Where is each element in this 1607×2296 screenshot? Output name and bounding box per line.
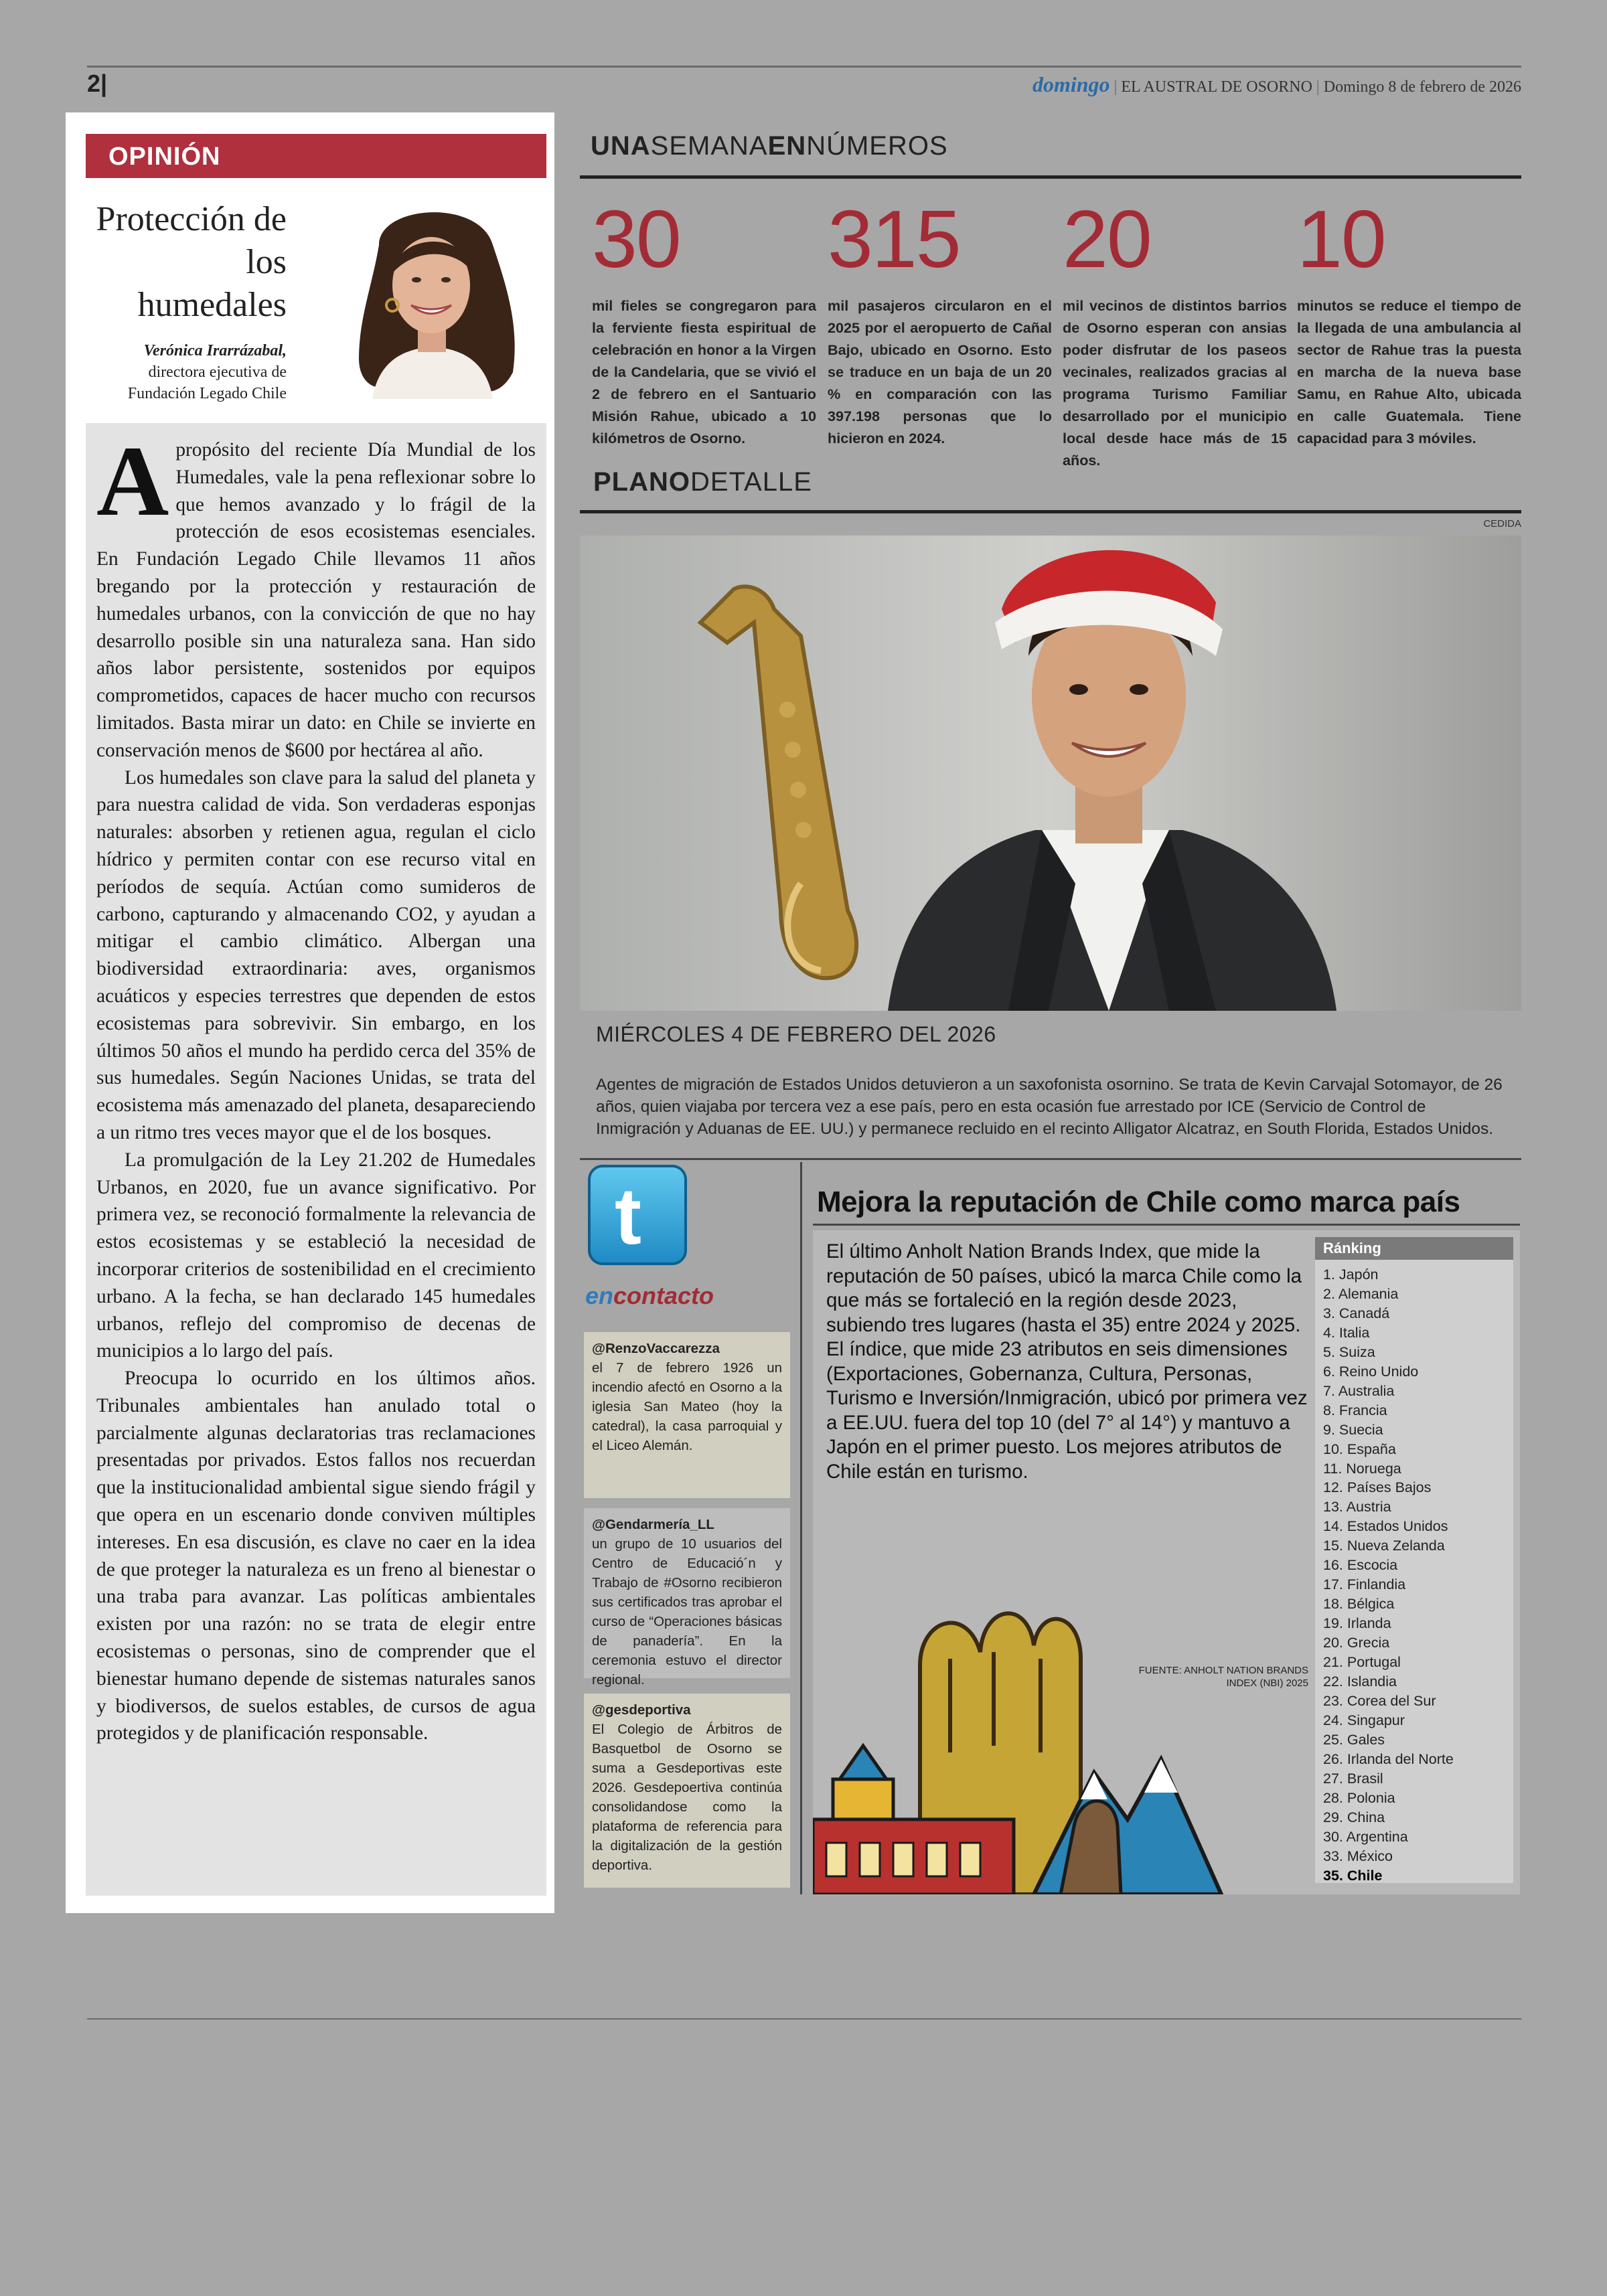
number-value: 315 xyxy=(828,193,960,284)
source-note: FUENTE: ANHOLT NATION BRANDS INDEX (NBI) 2025 xyxy=(1138,1665,1308,1689)
ranking-item: 23. Corea del Sur xyxy=(1323,1692,1436,1709)
ranking-item: 30. Argentina xyxy=(1323,1828,1408,1845)
opinion-author xyxy=(92,340,287,404)
photo-caption: Agentes de migración de Estados Unidos detuvieron a un saxofonista osornino. Se trata de Kevin Carvajal Sotomayor, de 26 años, quien viajaba por tercera vez a ese país, pero en esta ocasión fue arrestado por ICE (Servicio de Control de Inmigración y Aduanas de EE. UU.) y permanece recluido en el recinto Alligator Alcatraz, en South Florida, Estados Unidos. xyxy=(596,1076,1503,1138)
marca-pais-panel xyxy=(813,1230,1520,1894)
saxophonist-photo xyxy=(580,536,1521,1011)
ranking-item: 26. Irlanda del Norte xyxy=(1323,1750,1454,1767)
opinion-paragraph: La promulgación de la Ley 21.202 de Humedales Urbanos, en 2020, fue un avance significativo. Por primera vez, se reconoció formalmente la relevancia de estos ecosistemas y se estableció la necesidad de incorporar criterios de sostenibilidad en el crecimiento urbano. A la fecha, se han declarado 145 humedales urbanos, reflejo del compromiso de decenas de municipios a lo largo del país. xyxy=(96,1149,536,1362)
author-portrait xyxy=(332,198,532,399)
number-value: 30 xyxy=(592,193,680,284)
ranking-item: 7. Australia xyxy=(1323,1382,1395,1399)
number-item xyxy=(1297,193,1521,449)
ranking-item: 1. Japón xyxy=(1323,1266,1379,1283)
plano-section-title: PLANODETALLE xyxy=(593,467,812,497)
masthead-brand: domingo xyxy=(1032,72,1110,96)
tweet-card xyxy=(584,1508,790,1688)
dropcap: A xyxy=(96,426,169,537)
ranking-item: 20. Grecia xyxy=(1323,1635,1390,1651)
ranking-item-chile: 35. Chile xyxy=(1323,1867,1383,1884)
ranking-item: 19. Irlanda xyxy=(1323,1615,1391,1632)
ranking-item: 33. México xyxy=(1323,1848,1393,1864)
ranking-item: 17. Finlandia xyxy=(1323,1576,1406,1593)
tweet-handle: @gesdeportiva xyxy=(592,1702,691,1718)
ranking-item: 3. Canadá xyxy=(1323,1305,1390,1321)
ranking-item: 8. Francia xyxy=(1323,1402,1387,1418)
bottom-rule xyxy=(87,2018,1521,2020)
tweet-text: El Colegio de Árbitros de Basquetbol de Osorno se suma a Gesdeportivas este 2026. Gesdepoertiva continúa consolidandose como la plataforma de referencia para la digitalización de la gestión deportiva. xyxy=(592,1722,782,1873)
number-desc: mil vecinos de distintos barrios de Osorno esperan con ansias poder disfrutar de los paseos vecinales, realizados gracias al programa Turismo Familiar desarrollado por el municipio local desde hace más de 15 años. xyxy=(1063,297,1287,469)
ranking-item: 9. Suecia xyxy=(1323,1421,1383,1438)
tweet-handle: @Gendarmería_LL xyxy=(592,1517,714,1532)
opinion-paragraph: Preocupa lo ocurrido en los últimos años. Tribunales ambientales han anulado total o parcialmente algunas declaratorias tras reclamaciones presentadas por privados. Estos fallos nos recuerdan que la institucionalidad ambiental sigue siendo frágil y que opera en un escenario donde conviven múltiples intereses. En esa discusión, es clave no caer en la idea de que proteger la naturaleza es un freno al bienestar o una traba para avanzar. Las políticas ambientales existen por una razón: no se trata de elegir entre ecosistemas o personas, sino de comprender que el bienestar humano depende de sistemas naturales sanos y biodiversos, de suelos estables, de cursos de agua protegidos y de planificación responsable. xyxy=(96,1368,536,1744)
ranking-item: 22. Islandia xyxy=(1323,1673,1397,1690)
ranking-item: 13. Austria xyxy=(1323,1499,1391,1515)
author-role: directora ejecutiva de xyxy=(148,363,287,381)
ranking-item: 27. Brasil xyxy=(1323,1770,1383,1787)
ranking-item: 29. China xyxy=(1323,1809,1385,1825)
number-item xyxy=(1063,193,1287,471)
masthead-paper: EL AUSTRAL DE OSORNO xyxy=(1121,78,1312,96)
ranking-item: 2. Alemania xyxy=(1323,1285,1399,1302)
number-item xyxy=(592,193,816,449)
page-number: 2| xyxy=(87,70,108,97)
ranking-item: 18. Bélgica xyxy=(1323,1596,1395,1613)
ranking-item: 21. Portugal xyxy=(1323,1654,1401,1671)
opinion-paragraph: Los humedales son clave para la salud del planeta y para nuestra calidad de vida. Son verdaderas esponjas naturales: absorben y retienen agua, regulan el ciclo hídrico y permiten contar con ese recurso vital en períodos de sequía. Actúan como sumideros de carbono, capturando y almacenando CO2, y ayudan a mitigar el cambio climático. Albergan una biodiversidad extraordinaria: aves, organismos acuáticos y especies terrestres que dependen de estos ecosistemas para sobrevivir. Sin embargo, en los últimos 50 años el mundo ha perdido cerca del 35% de sus humedales. Según Naciones Unidas, se trata del ecosistema más amenazado del planeta, desapareciendo a un ritmo tres veces mayor que el de los bosques. xyxy=(96,766,536,1143)
ranking-item: 28. Polonia xyxy=(1323,1789,1395,1806)
number-value: 20 xyxy=(1063,193,1151,284)
opinion-paragraph: Apropósito del reciente Día Mundial de los Humedales, vale la pena reflexionar sobre lo que hemos avanzado y lo frágil de la protección de esos ecosistemas esenciales. En Fundación Legado Chile llevamos 11 años bregando por la protección y restauración de humedales urbanos, con la convicción de que no hay desarrollo posible sin una naturaleza sana. Han sido años labor persistente, sostenidos por equipos comprometidos, capaces de hacer mucho con recursos limitados. Basta mirar un dato: en Chile se invierte en conservación menos de $600 por hectárea al año. xyxy=(96,426,536,761)
header-rule xyxy=(87,66,1521,68)
ranking-title: Ránking xyxy=(1315,1237,1513,1260)
ranking-item: 11. Noruega xyxy=(1323,1460,1401,1477)
tweet-text: un grupo de 10 usuarios del Centro de Educació´n y Trabajo de #Osorno recibieron sus certificados tras aprobar el curso de “Operaciones básicas de panadería”. En la ceremonia estuvo el director regional. xyxy=(592,1536,782,1688)
masthead-date: Domingo 8 de febrero de 2026 xyxy=(1323,78,1521,96)
author-name: Verónica Irarrázabal, xyxy=(143,342,287,359)
ranking-item: 10. España xyxy=(1323,1441,1396,1457)
opinion-banner: OPINIÓN xyxy=(86,134,546,178)
ranking-item: 14. Estados Unidos xyxy=(1323,1518,1448,1535)
numbers-rule xyxy=(580,175,1521,179)
number-desc: minutos se reduce el tiempo de la llegada de una ambulancia al sector de Rahue tras la puesta en marcha de la nueva base Samu, en Rahue Alto, ubicada en calle Guatemala. Tiene capacidad para 3 móviles. xyxy=(1297,297,1521,446)
plano-rule xyxy=(580,510,1521,513)
ranking-box xyxy=(1315,1237,1513,1883)
chile-landmarks-illustration xyxy=(813,1578,1308,1894)
author-org: Fundación Legado Chile xyxy=(127,385,287,402)
ranking-item: 6. Reino Unido xyxy=(1323,1363,1419,1380)
ranking-item: 5. Suiza xyxy=(1323,1343,1375,1360)
ranking-item: 16. Escocia xyxy=(1323,1557,1398,1574)
numbers-section-title: UNASEMANAENNÚMEROS xyxy=(591,131,948,161)
photo-credit: CEDIDA xyxy=(1483,518,1521,529)
contact-tag: encontacto xyxy=(585,1282,714,1309)
ranking-item: 25. Gales xyxy=(1323,1731,1385,1748)
tweet-card xyxy=(584,1332,790,1498)
masthead: domingo | EL AUSTRAL DE OSORNO | Domingo 8 de febrero de 2026 xyxy=(1032,72,1521,96)
ranking-item: 4. Italia xyxy=(1323,1324,1370,1341)
marca-pais-body: El último Anholt Nation Brands Index, que mide la reputación de 50 países, ubicó la marca Chile como la que más se fortaleció en la región desde 2023, subiendo tres lugares (hasta el 35) entre 2024 y 2025. El índice, que mide 23 atributos en seis dimensiones (Exportaciones, Gobernanza, Cultura, Personas, Turismo e Inversión/Inmigración, ubicó por primera vez a EE.UU. fuera del top 10 (del 7° al 14°) y mantuvo a Japón en el primer puesto. Los mejores atributos de Chile están en turismo. xyxy=(826,1240,1308,1483)
number-item xyxy=(828,193,1052,449)
number-desc: mil fieles se congregaron para la ferviente fiesta espiritual de celebración en honor a la Virgen de la Candelaria, que se vivió el 2 de febrero en el Santuario Misión Rahue, ubicado a 10 kilómetros de Osorno. xyxy=(592,297,816,446)
twitter-icon: t xyxy=(588,1165,687,1265)
section-rule xyxy=(580,1158,1521,1160)
number-desc: mil pasajeros circularon en el 2025 por el aeropuerto de Cañal Bajo, ubicado en Osorno. Esto se traduce en un baja de un 20 % en comparación con las 397.198 personas que lo hicieron en 2024. xyxy=(828,297,1052,446)
tweet-card xyxy=(584,1694,790,1888)
ranking-item: 12. Países Bajos xyxy=(1323,1479,1432,1496)
number-value: 10 xyxy=(1297,193,1385,284)
tweet-handle: @RenzoVaccarezza xyxy=(592,1341,720,1356)
photo-date: MIÉRCOLES 4 DE FEBRERO DEL 2026 xyxy=(596,1022,996,1046)
opinion-title: Protección de los humedales xyxy=(96,200,287,324)
marca-pais-rule xyxy=(813,1224,1520,1226)
marca-pais-title: Mejora la reputación de Chile como marca país xyxy=(817,1185,1460,1218)
column-divider xyxy=(800,1162,802,1894)
tweet-text: el 7 de febrero 1926 un incendio afectó en Osorno a la iglesia San Mateo (hoy la catedral), la casa parroquial y el Liceo Alemán. xyxy=(592,1360,782,1453)
ranking-list xyxy=(1315,1260,1513,1886)
opinion-body xyxy=(86,423,546,1896)
opinion-column xyxy=(66,112,554,1913)
ranking-item: 24. Singapur xyxy=(1323,1712,1405,1728)
ranking-item: 15. Nueva Zelanda xyxy=(1323,1538,1445,1554)
